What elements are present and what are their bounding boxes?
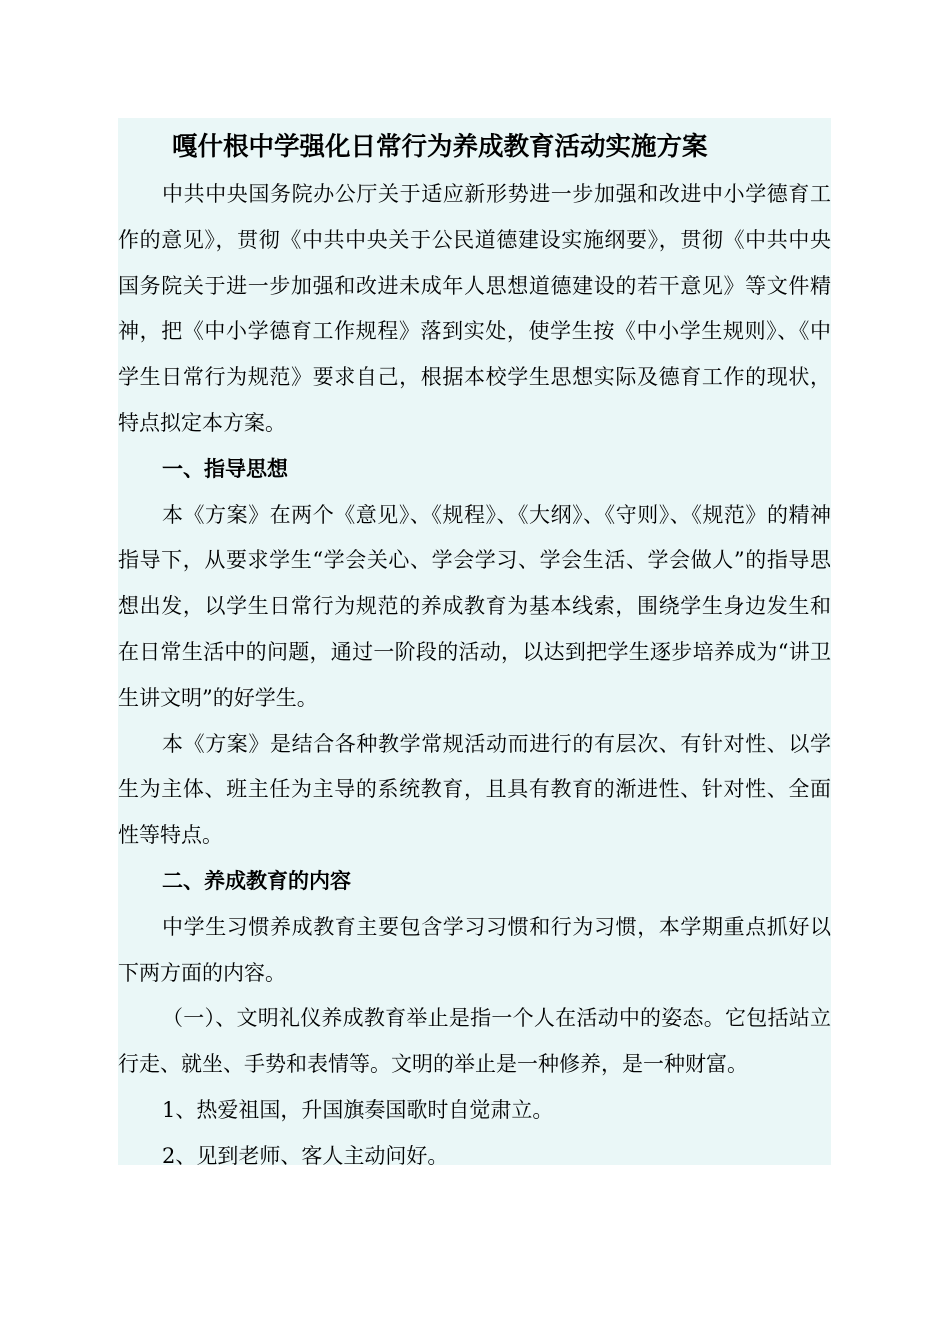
paragraph: 本《方案》是结合各种教学常规活动而进行的有层次、有针对性、以学生为主体、班主任为主导的系统教育，且具有教育的渐进性、针对性、全面性等特点。 xyxy=(118,731,831,848)
paragraph: 中学生习惯养成教育主要包含学习习惯和行为习惯，本学期重点抓好以下两方面的内容。 xyxy=(118,914,831,985)
section-heading-education-content: 二、养成教育的内容 xyxy=(162,868,351,893)
document-body xyxy=(118,118,831,1165)
list-item: 1、热爱祖国，升国旗奏国歌时自觉肃立。 xyxy=(162,1097,554,1122)
intro-paragraph: 中共中央国务院办公厅关于适应新形势进一步加强和改进中小学德育工作的意见》，贯彻《中共中央关于公民道德建设实施纲要》，贯彻《中共中央国务院关于进一步加强和改进未成年人思想道德建设的若干意见》等文件精神，把《中小学德育工作规程》落到实处，使学生按《中小学生规则》、《中学生日常行为规范》要求自己，根据本校学生思想实际及德育工作的现状，特点拟定本方案。 xyxy=(118,182,831,435)
paragraph: 本《方案》在两个《意见》、《规程》、《大纲》、《守则》、《规范》的精神指导下，从要求学生“学会关心、学会学习、学会生活、学会做人”的指导思想出发，以学生日常行为规范的养成教育为基本线索，围绕学生身边发生和在日常生活中的问题，通过一阶段的活动，以达到把学生逐步培养成为“讲卫生讲文明”的好学生。 xyxy=(118,502,831,710)
list-item: 2、见到老师、客人主动问好。 xyxy=(162,1143,449,1165)
paragraph: （一）、文明礼仪养成教育举止是指一个人在活动中的姿态。它包括站立行走、就坐、手势和表情等。文明的举止是一种修养，是一种财富。 xyxy=(118,1006,831,1077)
document-title: 嘎什根中学强化日常行为养成教育活动实施方案 xyxy=(172,132,708,162)
section-heading-guiding-thought: 一、指导思想 xyxy=(162,456,288,481)
